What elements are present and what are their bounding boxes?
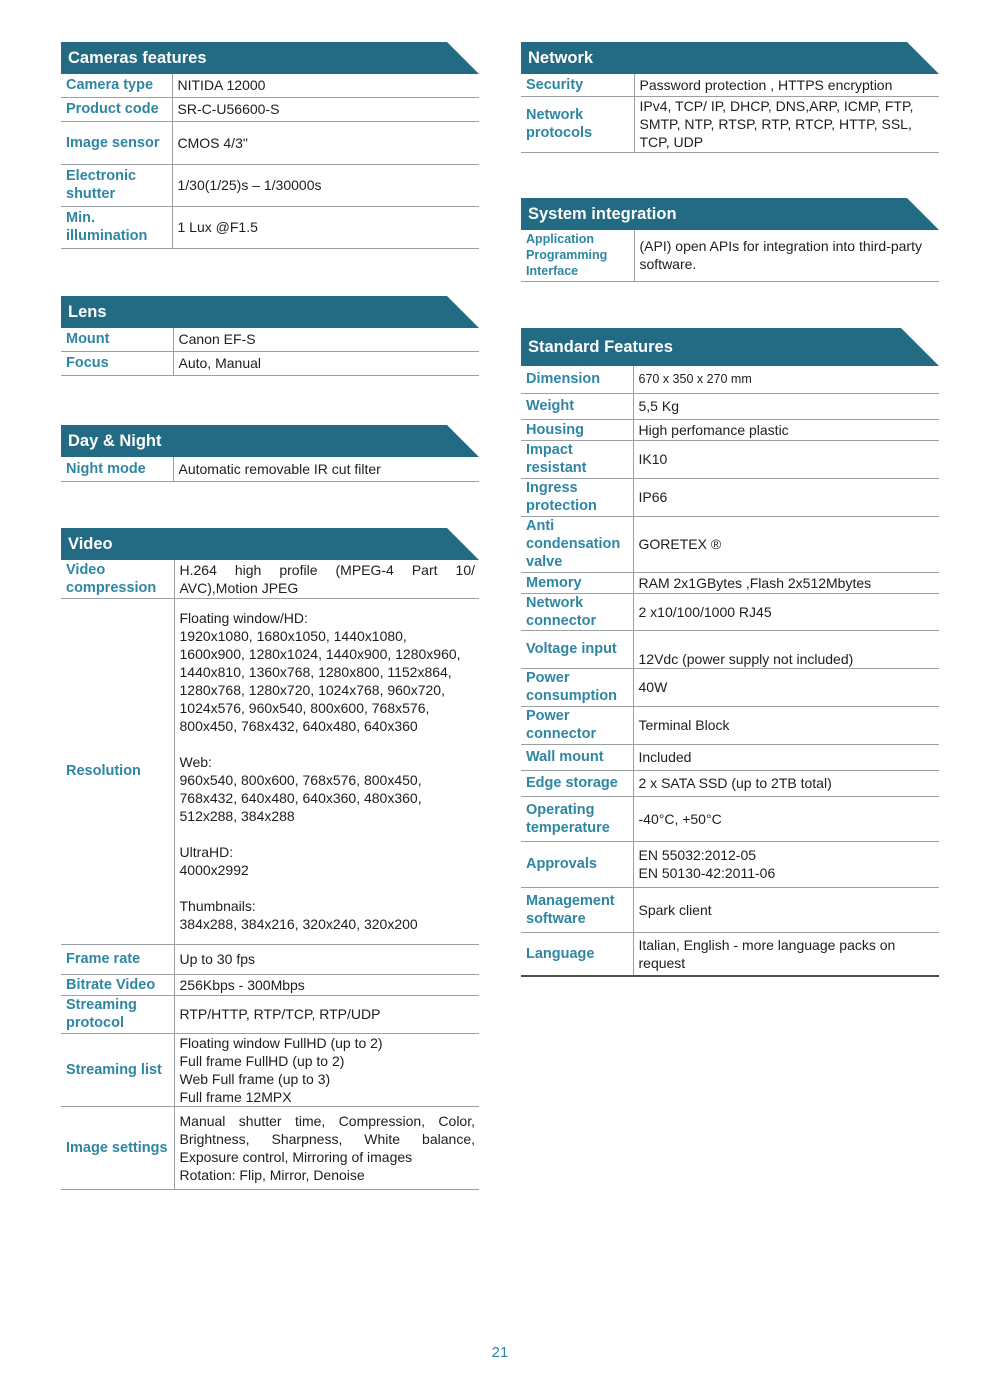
table-row — [521, 393, 939, 419]
row-label: Anti condensation valve — [521, 516, 633, 572]
row-label: Min. illumination — [61, 206, 172, 248]
row-label: Impact resistant — [521, 440, 633, 478]
row-label: Camera type — [61, 74, 172, 97]
section-header — [521, 328, 939, 366]
row-value: 2 x SATA SSD (up to 2TB total) — [633, 770, 939, 796]
standard-features-section — [521, 328, 939, 977]
table-row — [61, 328, 479, 351]
row-value: SR-C-U56600-S — [172, 97, 479, 121]
row-label: Frame rate — [61, 944, 174, 974]
table-row — [521, 932, 939, 976]
row-label: Focus — [61, 351, 173, 375]
table-row — [61, 995, 479, 1033]
section-header — [61, 425, 479, 457]
row-label: Memory — [521, 572, 633, 593]
row-label: Voltage input — [521, 630, 633, 668]
row-value: NITIDA 12000 — [172, 74, 479, 97]
row-value: RTP/HTTP, RTP/TCP, RTP/UDP — [174, 995, 479, 1033]
row-value: IK10 — [633, 440, 939, 478]
row-label: Housing — [521, 419, 633, 440]
section-header — [61, 296, 479, 328]
table-row — [61, 164, 479, 206]
row-value: 670 x 350 x 270 mm — [633, 366, 939, 393]
row-value: 256Kbps - 300Mbps — [174, 974, 479, 995]
section-header — [521, 42, 939, 74]
section-title: Network — [528, 49, 594, 67]
table-row — [521, 230, 939, 281]
row-label: Image settings — [61, 1106, 174, 1189]
table-row — [521, 796, 939, 841]
row-value: 1 Lux @F1.5 — [172, 206, 479, 248]
row-value: H.264 high profile (MPEG-4 Part 10/ AVC),Motion JPEG — [174, 560, 479, 598]
row-value: RAM 2x1GBytes ,Flash 2x512Mbytes — [633, 572, 939, 593]
table-row — [521, 706, 939, 744]
spec-table — [61, 560, 479, 1190]
row-value: Automatic removable IR cut filter — [173, 457, 479, 481]
table-row — [521, 668, 939, 706]
table-row — [521, 96, 939, 152]
spec-table — [521, 230, 939, 282]
row-label: Mount — [61, 328, 173, 351]
row-label: Weight — [521, 393, 633, 419]
row-label: Language — [521, 932, 633, 976]
spec-table — [61, 328, 479, 376]
section-header — [521, 198, 939, 230]
table-row — [521, 770, 939, 796]
table-row — [521, 366, 939, 393]
row-value: (API) open APIs for integration into third-party software. — [634, 230, 939, 281]
row-value: Manual shutter time, Compression, Color, Brightness, Sharpness, White balance, Exposure control, Mirroring of images Rotation: Flip, Mirror, Denoise — [174, 1106, 479, 1189]
row-value: GORETEX ® — [633, 516, 939, 572]
section-title: Lens — [68, 303, 107, 321]
row-value: Included — [633, 744, 939, 770]
row-value: 1/30(1/25)s – 1/30000s — [172, 164, 479, 206]
section-title: Day & Night — [68, 432, 162, 450]
row-value: 12Vdc (power supply not included) — [633, 630, 939, 668]
row-label: Product code — [61, 97, 172, 121]
row-value: Password protection , HTTPS encryption — [634, 74, 939, 96]
row-value: 2 x10/100/1000 RJ45 — [633, 593, 939, 630]
row-label: Power consumption — [521, 668, 633, 706]
table-row — [61, 560, 479, 598]
row-label: Edge storage — [521, 770, 633, 796]
row-label: Security — [521, 74, 634, 96]
row-value: -40°C, +50°C — [633, 796, 939, 841]
section-title: Video — [68, 535, 113, 553]
row-label: Electronic shutter — [61, 164, 172, 206]
table-row — [61, 457, 479, 481]
table-row — [61, 74, 479, 97]
spec-table — [521, 366, 939, 977]
row-value: Terminal Block — [633, 706, 939, 744]
row-label: Streaming list — [61, 1033, 174, 1106]
row-label: Management software — [521, 887, 633, 932]
table-row — [61, 351, 479, 375]
row-value: Spark client — [633, 887, 939, 932]
row-label: Operating temperature — [521, 796, 633, 841]
row-label: Network connector — [521, 593, 633, 630]
row-value: IPv4, TCP/ IP, DHCP, DNS,ARP, ICMP, FTP, SMTP, NTP, RTSP, RTP, RTCP, HTTP, SSL, TCP, UDP — [634, 96, 939, 152]
row-value: IP66 — [633, 478, 939, 516]
page-number: 21 — [491, 1344, 509, 1361]
row-value: Canon EF-S — [173, 328, 479, 351]
row-label: Application Programming Interface — [521, 230, 634, 281]
row-label: Approvals — [521, 841, 633, 887]
table-row — [61, 97, 479, 121]
row-label: Video compression — [61, 560, 174, 598]
spec-table — [61, 74, 479, 249]
cameras-features-section — [61, 42, 479, 249]
row-value: EN 55032:2012-05 EN 50130-42:2011-06 — [633, 841, 939, 887]
row-label: Bitrate Video — [61, 974, 174, 995]
spec-table — [61, 457, 479, 482]
system-integration-section — [521, 198, 939, 282]
row-label: Power connector — [521, 706, 633, 744]
row-value: High perfomance plastic — [633, 419, 939, 440]
row-value: Floating window FullHD (up to 2) Full frame FullHD (up to 2) Web Full frame (up to 3) Full frame 12MPX — [174, 1033, 479, 1106]
row-label: Image sensor — [61, 121, 172, 164]
table-row — [521, 887, 939, 932]
table-row — [521, 419, 939, 440]
network-section — [521, 42, 939, 153]
section-header — [61, 42, 479, 74]
row-label: Resolution — [61, 598, 174, 944]
table-row — [521, 478, 939, 516]
table-row — [521, 572, 939, 593]
row-label: Dimension — [521, 366, 633, 393]
table-row — [521, 440, 939, 478]
row-value: Italian, English - more language packs on request — [633, 932, 939, 976]
video-section — [61, 528, 479, 1190]
section-title: Standard Features — [528, 338, 673, 356]
row-value: CMOS 4/3" — [172, 121, 479, 164]
row-value: Floating window/HD: 1920x1080, 1680x1050, 1440x1080, 1600x900, 1280x1024, 1440x900, 1280x960, 1440x810, 1360x768, 1280x800, 1152x864, 1280x768, 1280x720, 1024x768, 960x720, 1024x576, 960x540, 800x600, 768x576, 800x450, 768x432, 640x480, 640x360 Web: 960x540, 800x600, 768x576, 800x450, 768x432, 640x480, 640x360, 480x360, 512x288, 384x288 UltraHD: 4000x2992 Thumbnails: 384x288, 384x216, 320x240, 320x200 — [174, 598, 479, 944]
table-row — [521, 841, 939, 887]
day-night-section — [61, 425, 479, 482]
spec-table — [521, 74, 939, 153]
table-row — [61, 121, 479, 164]
table-row — [521, 744, 939, 770]
table-row — [521, 74, 939, 96]
row-value: Auto, Manual — [173, 351, 479, 375]
lens-section — [61, 296, 479, 376]
table-row — [521, 516, 939, 572]
table-row — [61, 1033, 479, 1106]
table-row — [521, 593, 939, 630]
table-row — [61, 944, 479, 974]
section-title: System integration — [528, 205, 677, 223]
table-row — [61, 974, 479, 995]
table-row — [61, 206, 479, 248]
table-row — [61, 1106, 479, 1189]
row-label: Night mode — [61, 457, 173, 481]
row-label: Wall mount — [521, 744, 633, 770]
table-row — [521, 630, 939, 668]
row-label: Network protocols — [521, 96, 634, 152]
section-header — [61, 528, 479, 560]
row-value: 5,5 Kg — [633, 393, 939, 419]
row-value: Up to 30 fps — [174, 944, 479, 974]
row-label: Ingress protection — [521, 478, 633, 516]
table-row — [61, 598, 479, 944]
row-label: Streaming protocol — [61, 995, 174, 1033]
row-value: 40W — [633, 668, 939, 706]
section-title: Cameras features — [68, 49, 207, 67]
